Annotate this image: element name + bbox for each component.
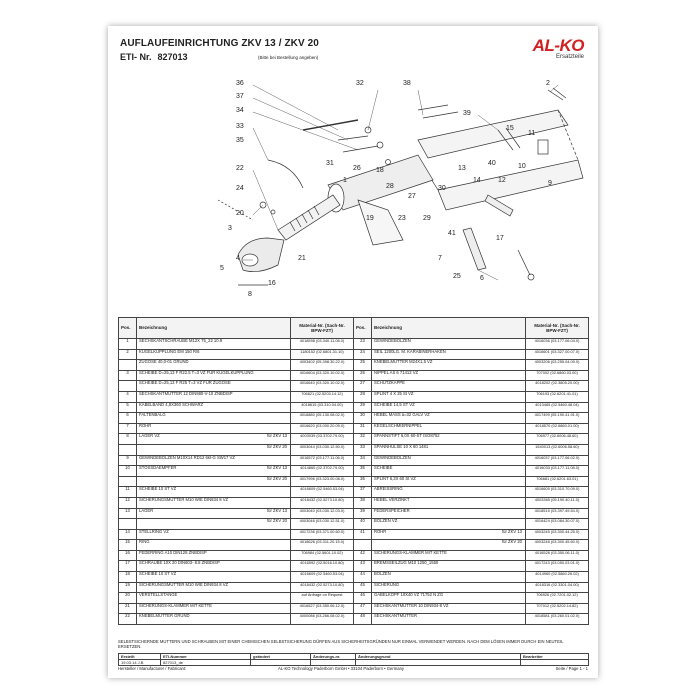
- part-description: SPLINT 6,3X 60 St VZ: [372, 476, 526, 487]
- part-position: 13: [119, 508, 137, 519]
- part-position: 28: [354, 391, 372, 402]
- part-material-number: 4003365 (05.190.40.11.0): [526, 497, 589, 508]
- col-pos: Pos.: [119, 318, 137, 339]
- table-row: [119, 593, 589, 604]
- part-position: 9: [119, 455, 137, 466]
- part-description: GEWINDEBOLZEN M10X14 RD12 6kt-G SW17 VZ: [137, 455, 291, 466]
- part-material-number: 4018316 (02.3301.04.00): [526, 582, 589, 593]
- part-material-number: 707002 (02.6860.03.00): [526, 370, 589, 381]
- part-description: [137, 476, 291, 487]
- diagram-callout: 8: [248, 291, 252, 298]
- table-row: [119, 529, 589, 540]
- part-description: ZUGÖSE 40,0-01 GRUND: [137, 360, 291, 371]
- table-row: [119, 540, 589, 551]
- part-material-number: 4003044 (03.030.12.50.0): [291, 444, 354, 455]
- part-material-number: 706926 (02.7201.02.12): [526, 593, 589, 604]
- part-position: 37: [354, 487, 372, 498]
- diagram-callout: 39: [463, 110, 471, 117]
- part-position: [354, 540, 372, 551]
- part-position: 36: [354, 476, 372, 487]
- part-position: 42: [354, 550, 372, 561]
- part-material-number: 4016033 (03.177.11.08.0): [526, 466, 589, 477]
- part-position: 40: [354, 519, 372, 530]
- part-position: 30: [354, 413, 372, 424]
- table-row: [119, 391, 589, 402]
- part-position: 4: [119, 391, 137, 402]
- part-description: KABELBAND 4,8X360 SCHWARZ: [137, 402, 291, 413]
- diagram-callout: 35: [236, 137, 244, 144]
- part-description: ROHR: [137, 423, 291, 434]
- part-material-number: 4016527 (03.350.06.12.0): [291, 603, 354, 614]
- part-material-number: 4000086 (03.266.08.02.0): [291, 614, 354, 625]
- part-position: [119, 519, 137, 530]
- part-description: SCHUTZKAPPE: [372, 381, 526, 392]
- part-description: SCHEIBE 10 ST VZ: [137, 487, 291, 498]
- table-row: [119, 476, 589, 487]
- part-position: 10: [119, 466, 137, 477]
- part-position: 12: [119, 497, 137, 508]
- part-description: SCHEIBE: [372, 466, 526, 477]
- part-material-number: 4003245 (03.300.44.25.0): [526, 529, 589, 540]
- part-position: 46: [354, 593, 372, 604]
- part-material-number: 706681 (02.6201.63.01): [526, 476, 589, 487]
- part-position: 22: [119, 614, 137, 625]
- col-desc: Bezeichnung: [137, 318, 291, 339]
- part-position: 24: [354, 349, 372, 360]
- diagram-callout: 1: [343, 177, 347, 184]
- footer-manufacturer-label: Hersteller / Manufacturer / Fabricant:: [118, 666, 187, 671]
- part-material-number: 4016605 (03.310.70.09.0): [526, 487, 589, 498]
- diagram-callout: 37: [236, 93, 244, 100]
- part-description: [372, 540, 526, 551]
- part-description: STOSSDAEMPFER für ZKV 13: [137, 466, 291, 477]
- part-variant: für ZKV 20: [266, 518, 287, 524]
- diagram-callout: 13: [458, 165, 466, 172]
- part-position: 14: [119, 529, 137, 540]
- diagram-callout: 14: [473, 177, 481, 184]
- eti-label: ETI- Nr.: [120, 52, 152, 62]
- table-row: [119, 582, 589, 593]
- part-material-number: 4014860 (02.3702.79.00): [291, 466, 354, 477]
- part-position: 38: [354, 497, 372, 508]
- brand-logo: [533, 36, 584, 60]
- table-row: [119, 572, 589, 583]
- table-row: [119, 413, 589, 424]
- part-description: SECHSKANTSCHRAUBE M12X 75_22 10.9: [137, 339, 291, 350]
- part-position: [119, 476, 137, 487]
- page-title: AUFLAUFEINRICHTUNG ZKV 13 / ZKV 20: [120, 38, 319, 49]
- diagram-callout: 22: [236, 165, 244, 172]
- part-description: SICHERUNGSMUTTER M10 WIE DIN934 8 VZ: [137, 582, 291, 593]
- revision-cell: 19.03.14 J.B: [119, 660, 161, 666]
- part-position: 3: [119, 370, 137, 381]
- part-description: SCHEIBE D=25,13 F R22.5 T=3 VZ FÜR KUGELKUPPLUNG: [137, 370, 291, 381]
- part-position: 48: [354, 614, 372, 625]
- part-description: LAGER für ZKV 13: [137, 508, 291, 519]
- part-position: 21: [119, 603, 137, 614]
- revision-row: [119, 660, 589, 666]
- part-material-number: 707012 (02.5202.14.82): [526, 603, 589, 614]
- part-material-number: 4003046 (03.030.12.51.0): [291, 519, 354, 530]
- diagram-callout: 27: [408, 193, 416, 200]
- diagram-callout: 10: [518, 163, 526, 170]
- part-position: 43: [354, 561, 372, 572]
- part-description: BREMSSEILZUG M10 1250_1550: [372, 561, 526, 572]
- part-variant: für ZKV 20: [266, 444, 287, 449]
- part-description: SPLINT 4 X 25 St VZ: [372, 391, 526, 402]
- part-material-number: 4003040 (03.030.12.03.0): [291, 508, 354, 519]
- part-description: LAGER VZ für ZKV 13: [137, 434, 291, 445]
- part-position: 8: [119, 434, 137, 445]
- part-material-number: 4018570 (02.6860.01.00): [526, 423, 589, 434]
- part-material-number: 706984 (02.5601.10.02): [291, 550, 354, 561]
- footer-company: AL-KO Technology Paderborn GmbH • 33104 Paderborn • Germany: [278, 666, 404, 671]
- revision-header-cell: Bearbeiter: [521, 654, 589, 660]
- table-row: [119, 550, 589, 561]
- revision-header-cell: ETI-Nummer: [161, 654, 251, 660]
- part-description: [137, 519, 291, 530]
- part-material-number: 4017996 (03.323.00.08.0): [291, 476, 354, 487]
- part-material-number: 4016036 (03.177.06.04.0): [526, 339, 589, 350]
- diagram-callout: 11: [528, 130, 536, 137]
- revision-cell: [311, 660, 356, 666]
- part-description: SPANNSTIFT 6,0X 60-ST ISO8752: [372, 434, 526, 445]
- footer-page-number: Seite / Page 1 - 1: [555, 666, 588, 671]
- part-position: 45: [354, 582, 372, 593]
- part-position: 47: [354, 603, 372, 614]
- part-material-number: auf Anfrage on Request: [291, 593, 354, 604]
- part-material-number: 4018598 (03.340.11.08.0): [291, 339, 354, 350]
- order-note: (Bitte bei Bestellung angeben): [258, 55, 319, 60]
- table-row: [119, 402, 589, 413]
- part-material-number: 4016572 (03.177.11.06.0): [291, 455, 354, 466]
- part-description: RING: [137, 540, 291, 551]
- part-material-number: 4003246 (03.300.45.60.0): [526, 540, 589, 551]
- diagram-callout: 15: [506, 125, 514, 132]
- diagram-callout: 6: [480, 275, 484, 282]
- part-material-number: 4013465 (02.5460.48.04): [526, 402, 589, 413]
- part-position: 18: [119, 572, 137, 583]
- part-material-number: 1540013 (02.6006.58.60): [526, 444, 589, 455]
- diagram-callout: 40: [488, 160, 496, 167]
- part-description: SICHERUNGSMUTTER M10 WIE DIN934 8 VZ: [137, 497, 291, 508]
- part-description: KUGELKUPPLUNG EM 150 R/6: [137, 349, 291, 360]
- diagram-callout: 2: [546, 80, 550, 87]
- part-position: 11: [119, 487, 137, 498]
- part-position: 20: [119, 593, 137, 604]
- part-description: HEBEL MASS a=32 GALV VZ: [372, 413, 526, 424]
- diagram-callout: 32: [356, 80, 364, 87]
- diagram-callout: 26: [353, 165, 361, 172]
- diagram-callout: 21: [298, 255, 306, 262]
- parts-sheet: [108, 26, 598, 678]
- diagram-callout: 12: [498, 177, 506, 184]
- part-position: 26: [354, 370, 372, 381]
- part-material-number: 4003206 (03.255.04.09.0): [526, 360, 589, 371]
- diagram-callout: 30: [438, 185, 446, 192]
- part-material-number: 4018202 (02.3805.20.00): [526, 381, 589, 392]
- table-row: [119, 423, 589, 434]
- part-description: FEDERRING A10 DIN128 ZNBDISP: [137, 550, 291, 561]
- part-material-number: 4003402 (05.398.30.22.0): [291, 360, 354, 371]
- part-description: SECHSKANTMUTTER: [372, 614, 526, 625]
- part-material-number: 4016424 (03.084.30.07.0): [526, 519, 589, 530]
- diagram-callout: 33: [236, 123, 244, 130]
- diagram-callout: 29: [423, 215, 431, 222]
- part-position: 19: [119, 582, 137, 593]
- part-position: 39: [354, 508, 372, 519]
- revision-table: [118, 653, 589, 666]
- revision-header-cell: geändert: [251, 654, 311, 660]
- safety-warning: SELBSTSICHERNDE MUTTERN UND SCHRAUBEN MIT EINER CHEMISCHEN SELBSTSICHERUNG DÜRFEN AUS SICHERHEITSGRÜNDEN NUR EINMAL VERWENDET WERDEN. NACH DEM LÖSEN IMMER DURCH EIN NEUTEIL ERSETZEN.: [118, 639, 564, 649]
- part-description: FALTENBALG: [137, 413, 291, 424]
- part-position: 32: [354, 434, 372, 445]
- part-material-number: 4017243 (03.050.03.01.0): [526, 561, 589, 572]
- part-description: GEWINDEBOLZEN: [372, 455, 526, 466]
- part-position: 7: [119, 423, 137, 434]
- part-position: 16: [119, 550, 137, 561]
- diagram-callout: 41: [448, 230, 456, 237]
- part-description: GABELKOPF 10X40 VZ 71752 N ZG: [372, 593, 526, 604]
- part-variant: für ZKV 13: [266, 433, 287, 439]
- diagram-callout: 25: [453, 273, 461, 280]
- part-material-number: 4016526 (03.350.06.11.0): [526, 550, 589, 561]
- part-description: [137, 444, 291, 455]
- part-material-number: 4018432 (02.5273.10.80): [291, 582, 354, 593]
- diagram-callout: 23: [398, 215, 406, 222]
- col-pos: Pos.: [354, 318, 372, 339]
- part-position: 31: [354, 423, 372, 434]
- parts-table: [118, 317, 589, 625]
- diagram-callout: 18: [376, 167, 384, 174]
- part-position: 2: [119, 349, 137, 360]
- diagram-callout: 20: [236, 210, 244, 217]
- part-description: SECHSKANTMUTTER 10 DIN934-8 VZ: [372, 603, 526, 614]
- part-material-number: 4016604 (03.320.10.02.0): [291, 370, 354, 381]
- diagram-callout: 36: [236, 80, 244, 87]
- part-position: 1: [119, 339, 137, 350]
- part-material-number: 1180152 (02.6801.31.10): [291, 349, 354, 360]
- part-material-number: 4016609 (02.5460.53.04): [291, 487, 354, 498]
- table-row: [119, 603, 589, 614]
- part-material-number: 4018581 (03.260.01.02.0): [526, 614, 589, 625]
- diagram-callout: 38: [403, 80, 411, 87]
- table-row: [119, 349, 589, 360]
- table-row: [119, 519, 589, 530]
- diagram-callout: 34: [236, 107, 244, 114]
- part-description: BOLZEN VZ: [372, 519, 526, 530]
- part-position: 41: [354, 529, 372, 540]
- part-position: 27: [354, 381, 372, 392]
- diagram-callout: 7: [438, 255, 442, 262]
- diagram-callout: 28: [386, 183, 394, 190]
- part-material-number: 4016609 (02.5460.53.04): [291, 572, 354, 583]
- part-material-number: 4003039 (03.3702.79.00): [291, 434, 354, 445]
- part-description: SPANNHÜLSE 10 X 60 1481: [372, 444, 526, 455]
- part-material-number: 4016640 (03.320.10.02.0): [291, 381, 354, 392]
- diagram-callout: 16: [268, 280, 276, 287]
- diagram-callout: 17: [496, 235, 504, 242]
- table-row: [119, 381, 589, 392]
- part-position: 33: [354, 444, 372, 455]
- part-description: ABREISSRING: [372, 487, 526, 498]
- table-row: [119, 455, 589, 466]
- part-position: [119, 381, 137, 392]
- diagram-callout: 5: [220, 265, 224, 272]
- part-position: 25: [354, 360, 372, 371]
- revision-cell: [251, 660, 311, 666]
- part-description: KNEBELMUTTER GRUND: [137, 614, 291, 625]
- part-description: SICHERUNG: [372, 582, 526, 593]
- part-description: STELLRING VZ: [137, 529, 291, 540]
- part-position: 23: [354, 339, 372, 350]
- part-material-number: 4018626 (03.311.20.15.0): [291, 540, 354, 551]
- part-description: SECHSKANTMUTTER 12 DIN980-V-10 ZNBDISP: [137, 391, 291, 402]
- table-row: [119, 466, 589, 477]
- table-row: [119, 360, 589, 371]
- part-position: 17: [119, 561, 137, 572]
- table-row: [119, 434, 589, 445]
- part-variant: für ZKV 20: [501, 539, 522, 545]
- eti-line: [120, 52, 188, 62]
- part-description: SCHEIBE D=25,13 F R25 T=3 VZ FÜR ZUGÖSE: [137, 381, 291, 392]
- part-description: HEBEL VERZINKT: [372, 497, 526, 508]
- table-row: [119, 370, 589, 381]
- part-variant: für ZKV 13: [266, 465, 287, 471]
- part-position: 44: [354, 572, 372, 583]
- part-description: FEDERSPEICHER: [372, 508, 526, 519]
- part-description: SEIL 1200LG. M. KARABINERHAKEN: [372, 349, 526, 360]
- table-row: [119, 339, 589, 350]
- diagram-callout: 9: [548, 180, 552, 187]
- brand-subtitle: Ersatzteile: [555, 54, 584, 60]
- table-row: [119, 444, 589, 455]
- part-description: ROHR für ZKV 13: [372, 529, 526, 540]
- table-row: [119, 508, 589, 519]
- diagram-callout: 3: [228, 225, 232, 232]
- part-variant: für ZKV 13: [501, 529, 522, 534]
- part-material-number: 4018515 (03.397.49.54.0): [526, 508, 589, 519]
- part-material-number: 4018615 (03.310.04.00): [291, 402, 354, 413]
- part-variant: für ZKV 20: [266, 476, 287, 481]
- part-material-number: 706193 (02.6201.41.01): [526, 391, 589, 402]
- diagram-callout: 24: [236, 185, 244, 192]
- table-header-row: [119, 318, 589, 339]
- part-material-number: 4016880 (05.130.08.02.0): [291, 413, 354, 424]
- part-variant: für ZKV 13: [266, 508, 287, 513]
- part-description: SICHERUNGS-KLAMMER MIT KETTE: [137, 603, 291, 614]
- col-desc: Bezeichnung: [372, 318, 526, 339]
- part-description: GEWINDEBOLZEN: [372, 339, 526, 350]
- part-description: SCHEIBE 10 ST VZ: [137, 572, 291, 583]
- part-description: KNEBELMUTTER M24X1,5 VZ: [372, 360, 526, 371]
- part-position: 5: [119, 402, 137, 413]
- part-material-number: 4016601 (03.327.00.07.0): [526, 349, 589, 360]
- part-position: 15: [119, 540, 137, 551]
- col-material: Material-Nr. (Sach-Nr. BPW-FZT): [526, 318, 589, 339]
- part-description: KEGELSCHMIERNIPPEL: [372, 423, 526, 434]
- part-material-number: 706977 (02.6006.48.60): [526, 434, 589, 445]
- part-description: SICHERUNGS-KLAMMER MIT KETTE: [372, 550, 526, 561]
- table-row: [119, 497, 589, 508]
- part-description: VERSTELLSTANGE: [137, 593, 291, 604]
- col-material: Material-Nr. (Sach-Nr. BPW-FZT): [291, 318, 354, 339]
- part-material-number: 4014960 (02.5860.26.02): [526, 572, 589, 583]
- part-position: 29: [354, 402, 372, 413]
- revision-cell: [356, 660, 521, 666]
- part-description: NIPPEL AS 6 71412 VZ: [372, 370, 526, 381]
- table-row: [119, 487, 589, 498]
- diagram-callout: 4: [236, 255, 240, 262]
- part-position: 34: [354, 455, 372, 466]
- part-description: SCHRAUBE 10X 20 DIN603- 8.8 ZNBDISP: [137, 561, 291, 572]
- part-position: 6: [119, 413, 137, 424]
- table-row: [119, 561, 589, 572]
- part-material-number: 4018432 (02.5273.10.80): [291, 497, 354, 508]
- revision-cell: [521, 660, 589, 666]
- part-description: BOLZEN: [372, 572, 526, 583]
- part-description: SCHEIBE 14,5 ST VZ: [372, 402, 526, 413]
- revision-header-cell: Erstellt: [119, 654, 161, 660]
- part-position: 35: [354, 466, 372, 477]
- revision-cell: 827013_de: [161, 660, 251, 666]
- part-position: [119, 444, 137, 455]
- part-material-number: 4017236 (03.371.00.60.0): [291, 529, 354, 540]
- exploded-parts-diagram: [118, 70, 588, 298]
- revision-header-cell: Änderungsgrund: [356, 654, 521, 660]
- part-material-number: 4017499 (05.190.41.91.0): [526, 413, 589, 424]
- revision-header-cell: Änderungs-nr.: [311, 654, 356, 660]
- brand-name: AL-KO: [532, 36, 584, 55]
- part-position: [119, 360, 137, 371]
- diagram-callout: 19: [366, 215, 374, 222]
- eti-number: 827013: [157, 52, 188, 62]
- table-row: [119, 614, 589, 625]
- part-material-number: 706621 (02.5203.14.12): [291, 391, 354, 402]
- part-material-number: 4016037 (03.177.06.02.0): [526, 455, 589, 466]
- diagram-callout: 31: [326, 160, 334, 167]
- part-material-number: 4016620 (03.000.20.09.0): [291, 423, 354, 434]
- part-material-number: 4016592 (02.5016.10.80): [291, 561, 354, 572]
